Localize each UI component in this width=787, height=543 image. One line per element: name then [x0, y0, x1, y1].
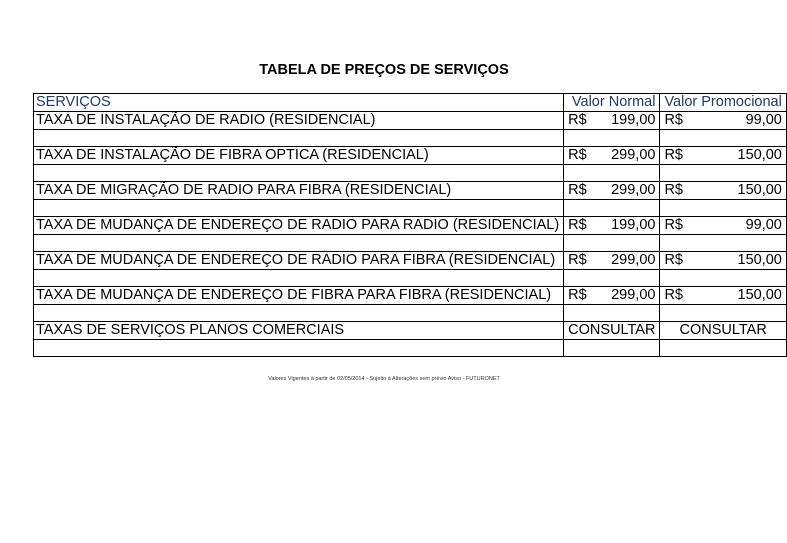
- spacer-row: [34, 130, 787, 147]
- empty-cell: [660, 340, 786, 357]
- service-name: TAXA DE MUDANÇA DE ENDEREÇO DE RADIO PARA FIBRA (RESIDENCIAL): [34, 252, 564, 270]
- empty-cell: [660, 270, 786, 287]
- normal-price-value: 299,00: [611, 182, 656, 198]
- empty-cell: [564, 200, 660, 217]
- footnote: Valores Vigentes à partir de 02/05/2014 - Sujeito à Alterações sem prévio Aviso - FUTURONET: [268, 376, 500, 382]
- spacer-row: [34, 270, 787, 287]
- empty-cell: [660, 165, 786, 182]
- currency-symbol: R$: [568, 287, 587, 303]
- promo-price-value: 150,00: [737, 147, 782, 163]
- normal-price-value: 299,00: [611, 252, 656, 268]
- empty-cell: [34, 340, 564, 357]
- promo-price-cell: [660, 217, 786, 235]
- promo-price-value: 150,00: [737, 182, 782, 198]
- page-title: TABELA DE PREÇOS DE SERVIÇOS: [259, 62, 509, 78]
- currency-symbol: R$: [568, 252, 587, 268]
- currency-symbol: R$: [568, 217, 587, 233]
- spacer-row: [34, 165, 787, 182]
- normal-price-value: 199,00: [611, 217, 656, 233]
- normal-price-cell: [564, 147, 660, 165]
- empty-cell: [660, 200, 786, 217]
- service-row: [34, 287, 787, 305]
- empty-cell: [660, 130, 786, 147]
- empty-cell: [34, 200, 564, 217]
- currency-symbol: R$: [664, 287, 683, 303]
- promo-price-value: 150,00: [737, 252, 782, 268]
- spacer-row: [34, 200, 787, 217]
- empty-cell: [564, 305, 660, 322]
- empty-cell: [34, 305, 564, 322]
- price-table: [33, 93, 787, 357]
- empty-cell: [564, 340, 660, 357]
- empty-cell: [34, 270, 564, 287]
- promo-price-value: 99,00: [745, 112, 782, 128]
- header-normal-price: Valor Normal: [564, 94, 660, 112]
- normal-price-value: 299,00: [611, 147, 656, 163]
- promo-price-cell: [660, 112, 786, 130]
- currency-symbol: R$: [664, 252, 683, 268]
- currency-symbol: R$: [568, 182, 587, 198]
- promo-price-value: 99,00: [745, 217, 782, 233]
- service-name: TAXA DE MUDANÇA DE ENDEREÇO DE RADIO PARA RADIO (RESIDENCIAL): [34, 217, 564, 235]
- promo-price-cell: [660, 147, 786, 165]
- service-row: [34, 182, 787, 200]
- table-header-row: [34, 94, 787, 112]
- empty-cell: [564, 270, 660, 287]
- service-name: TAXA DE MUDANÇA DE ENDEREÇO DE FIBRA PARA FIBRA (RESIDENCIAL): [34, 287, 564, 305]
- empty-cell: [34, 130, 564, 147]
- commercial-row: [34, 322, 787, 340]
- empty-cell: [34, 235, 564, 252]
- empty-cell: [660, 235, 786, 252]
- service-row: [34, 147, 787, 165]
- currency-symbol: R$: [568, 112, 587, 128]
- normal-price-cell: [564, 182, 660, 200]
- service-row: [34, 252, 787, 270]
- spacer-row: [34, 235, 787, 252]
- promo-price-cell: [660, 287, 786, 305]
- service-name: TAXA DE INSTALAÇÃO DE RADIO (RESIDENCIAL): [34, 112, 564, 130]
- currency-symbol: R$: [664, 112, 683, 128]
- empty-cell: [564, 165, 660, 182]
- empty-cell: [564, 235, 660, 252]
- service-row: [34, 112, 787, 130]
- header-promo-price: Valor Promocional: [660, 94, 786, 112]
- service-row: [34, 217, 787, 235]
- header-services: SERVIÇOS: [34, 94, 564, 112]
- normal-price-value: 299,00: [611, 287, 656, 303]
- normal-price-value: 199,00: [611, 112, 656, 128]
- empty-cell: [660, 305, 786, 322]
- currency-symbol: R$: [664, 182, 683, 198]
- normal-price-cell: [564, 217, 660, 235]
- currency-symbol: R$: [664, 217, 683, 233]
- promo-price-value: 150,00: [737, 287, 782, 303]
- promo-price-cell: [660, 252, 786, 270]
- promo-price-consult: CONSULTAR: [660, 322, 786, 340]
- normal-price-cell: [564, 112, 660, 130]
- empty-cell: [564, 130, 660, 147]
- spacer-row: [34, 305, 787, 322]
- spacer-row: [34, 340, 787, 357]
- empty-cell: [34, 165, 564, 182]
- service-name: TAXA DE MIGRAÇÃO DE RADIO PARA FIBRA (RESIDENCIAL): [34, 182, 564, 200]
- normal-price-cell: [564, 287, 660, 305]
- normal-price-consult: CONSULTAR: [564, 322, 660, 340]
- currency-symbol: R$: [664, 147, 683, 163]
- service-name: TAXA DE INSTALAÇÃO DE FIBRA OPTICA (RESIDENCIAL): [34, 147, 564, 165]
- currency-symbol: R$: [568, 147, 587, 163]
- promo-price-cell: [660, 182, 786, 200]
- normal-price-cell: [564, 252, 660, 270]
- service-name: TAXAS DE SERVIÇOS PLANOS COMERCIAIS: [34, 322, 564, 340]
